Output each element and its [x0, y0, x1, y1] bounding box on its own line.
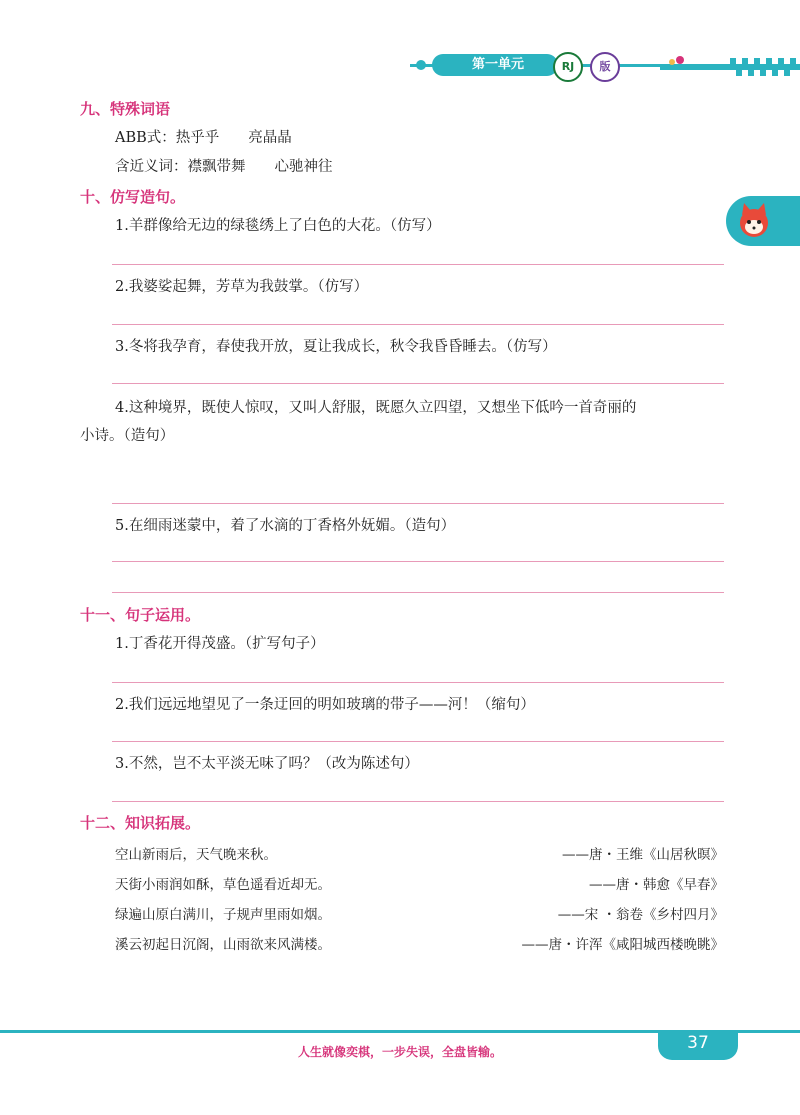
poem-line-3: 绿遍山原白满川，子规声里雨如烟。 [115, 907, 331, 923]
header-dot [416, 60, 426, 70]
poem-line-2: 天街小雨润如酥，草色遥看近却无。 [115, 877, 331, 893]
section-10-title: 十、仿写造句。 [80, 188, 186, 206]
sentence-item-1: 1.丁香花开得茂盛。（扩写句子） [115, 636, 325, 652]
footer-motto: 人生就像奕棋，一步失误，全盘皆输。 [297, 1045, 502, 1059]
poem-source-4: ——唐・许浑《咸阳城西楼晚眺》 [521, 937, 724, 953]
unit-label: 第一单元 [471, 57, 524, 72]
imitate-item-3: 3.冬将我孕育，春使我开放，夏让我成长，秋令我昏昏睡去。（仿写） [115, 339, 557, 355]
checker-pattern-icon [660, 56, 800, 76]
side-mascot-tab [726, 196, 800, 246]
writing-line[interactable] [112, 503, 724, 504]
page-number: 37 [687, 1033, 709, 1053]
edition-badge-ban: 版 [590, 52, 620, 82]
imitate-item-4: 4.这种境界，既使人惊叹，又叫人舒服，既愿久立四望，又想坐下低吟一首奇丽的 [115, 400, 637, 416]
poem-source-2: ——唐・韩愈《早春》 [589, 877, 724, 893]
sentence-item-3: 3.不然，岂不太平淡无味了吗？（改为陈述句） [115, 756, 419, 772]
writing-line[interactable] [112, 264, 724, 265]
poem-source-1: ——唐・王维《山居秋暝》 [562, 847, 724, 863]
section-11-title: 十一、句子运用。 [80, 606, 201, 624]
imitate-item-5: 5.在细雨迷蒙中，着了水滴的丁香格外妩媚。（造句） [115, 518, 456, 534]
imitate-item-2: 2.我婆娑起舞，芳草为我鼓掌。（仿写） [115, 279, 369, 295]
writing-line[interactable] [112, 801, 724, 802]
writing-line[interactable] [112, 682, 724, 683]
sentence-item-2: 2.我们远远地望见了一条迂回的明如玻璃的带子——河！（缩句） [115, 697, 535, 713]
writing-line[interactable] [112, 561, 724, 562]
poem-line-4: 溪云初起日沉阁，山雨欲来风满楼。 [115, 937, 331, 953]
writing-line[interactable] [112, 324, 724, 325]
writing-line[interactable] [112, 592, 724, 593]
fox-mascot-icon [734, 201, 774, 241]
edition-badge-rj: RJ [553, 52, 583, 82]
writing-line[interactable] [112, 383, 724, 384]
imitate-item-4-cont: 小诗。（造句） [80, 428, 175, 444]
poem-line-1: 空山新雨后，天气晚来秋。 [115, 847, 277, 863]
section-9-title: 九、特殊词语 [80, 100, 171, 118]
section-12-title: 十二、知识拓展。 [80, 814, 201, 832]
poem-source-3: ——宋 ・翁卷《乡村四月》 [557, 907, 724, 923]
synonym-words: 含近义词：襟飘带舞 心驰神往 [115, 159, 333, 175]
imitate-item-1: 1.羊群像给无边的绿毯绣上了白色的大花。（仿写） [115, 218, 441, 234]
abb-words: ABB式：热乎乎 亮晶晶 [115, 130, 292, 146]
writing-line[interactable] [112, 741, 724, 742]
